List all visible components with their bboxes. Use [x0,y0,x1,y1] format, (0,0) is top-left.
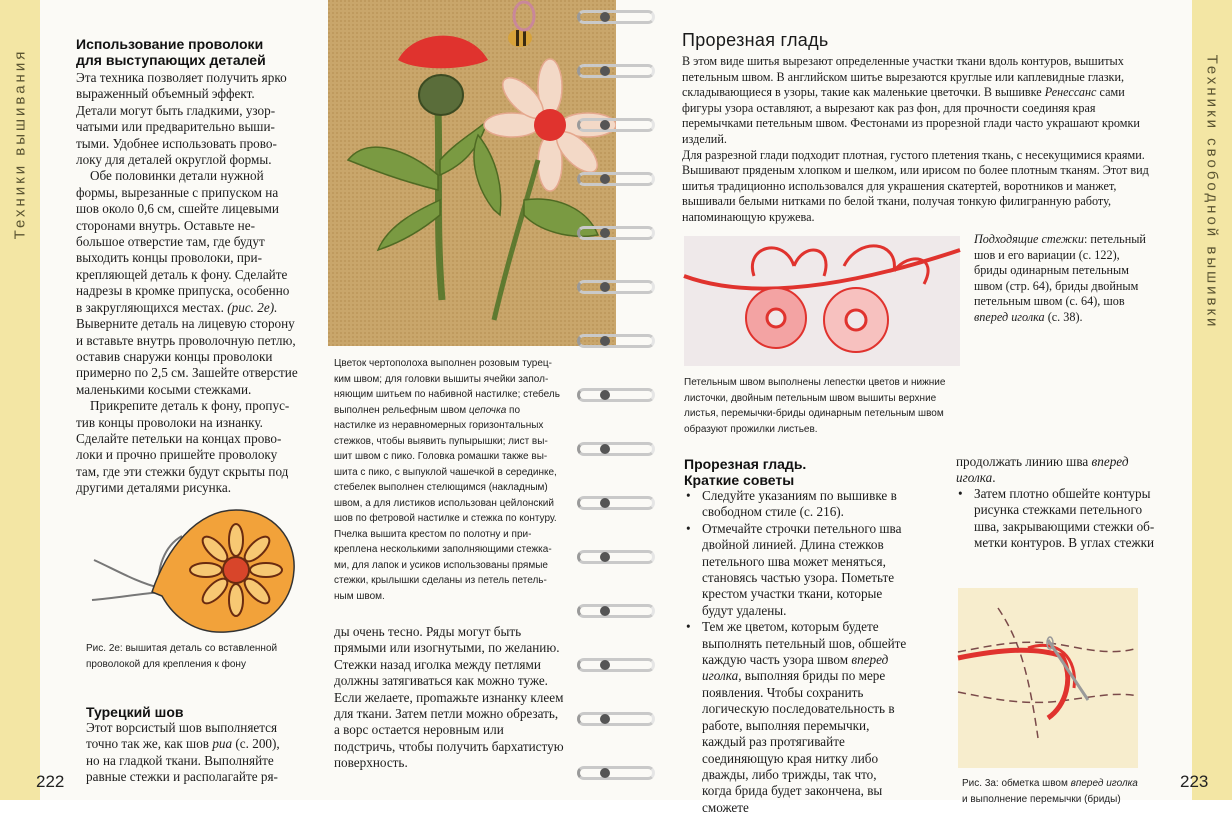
left-page-number: 222 [36,772,65,791]
binding-hole [600,390,610,400]
tips-heading-line1: Прорезная гладь. [684,456,807,472]
binding-ring [577,388,655,402]
left-sidebar-title: Техники вышивания [11,48,29,240]
right-page-number: 223 [1180,772,1209,791]
binding-hole [600,552,610,562]
binding-hole [600,120,610,130]
binding-ring [577,10,655,24]
wire-section-body [76,70,298,496]
wire-section-heading [76,36,301,68]
turkish-stitch-continuation: ды очень тесно. Ряды могут быть прямыми или изогнутыми, по желанию. Стежки назад иголка между петлями должны затягиваться как можно туже. Если желаете, проmажьте изнанку клеем для ткани. Затем петли можно обрезать, а ворс остается неровным или подстричь, чтобы получить бархатистую поверхность. [334,624,564,771]
binding-hole [600,282,610,292]
binding-ring [577,442,655,456]
buttonhole-bar-illustration [958,588,1138,768]
turkish-stitch-body: Этот ворсистый шов выполняется точно так же, как шов риа (с. 200), но на гладкой ткани. Выполняйте равные стежки и располагайте ря- [86,720,280,785]
tips-heading-line2: Краткие советы [684,472,795,488]
tips-heading [684,456,904,488]
suitable-stitches: Подходящие стежки: петельный шов и его вариации (с. 122), бриды одинарным петельным швом (стр. 64), бриды двойным петельным швом (с. 64), шов вперед иголка (с. 38). [974,232,1146,324]
wire-detail-illustration [86,500,306,640]
suitable-stitches-label: Подходящие стежки [974,232,1084,246]
right-page [616,0,1232,815]
binding-hole [600,228,610,238]
binding-hole [600,66,610,76]
wire-paragraph: Обе половинки детали нужной формы, вырезанные с припуском на шов около 0,6 см, сшейте лицевыми сторонами внутрь. Оставьте небольшое отверстие там, где будут выходить концы проволоки, прикрепляющей деталь к фону. Сделайте надрезы в кромке припуска, особенно в закругляющихся местах. (рис. 2е). Выверните деталь на лицевую сторону и вставьте внутрь проволочную петлю, оставив снаружи концы проволоки примерно по 2,5 см. Зашейте отверстие маленькими косыми стежками. [76,168,298,397]
binding-hole [600,714,610,724]
wire-paragraph: Прикрепите деталь к фону, пропустив концы проволоки на изнанку. Сделайте петельки на концах проволоки и прочно пришейте проволоку там, где эти стежки будут скрыты под другими деталями рисунка. [76,398,290,496]
cutwork-intro-paragraph: В этом виде шитья вырезают определенные участки ткани вдоль контуров, вышитых петельным швом. В английском шитье вырезаются круглые или каплевидные глазки, складывающиеся в узоры, такие как маленькие цветочки. В вышивке Ренессанс сами фигуры узора оставляют, а вырезают как раз фон, для прочности соединяя края перемычками петельным швом. Фестонами из прорезной глади часто украшают кромки изделий. [682,54,1140,146]
binding-ring [577,280,655,294]
fig-ref: (рис. 2е). [227,299,278,315]
tips-list-continued [954,486,1166,552]
right-sidebar-title: Техники свободной вышивки [1203,54,1221,330]
wire-heading-line1: Использование проволоки [76,36,264,52]
binding-hole [600,174,610,184]
cutwork-title: Прорезная гладь [682,30,829,50]
binding-ring [577,658,655,672]
binding-hole [600,660,610,670]
cutwork-intro-paragraph: Для разрезной глади подходит плотная, густого плетения ткань, с несекущимися краями. Вышивают пряденым хлопком и шелком, или ирисом по более плотным тканям. Этот вид шитья традиционно использовался для украшения скатертей, воротников и манжет, вышивали белыми нитками по белой ткани, получая тонкую филигранную работу, напоминающую кружева. [682,147,1149,224]
binding-ring [577,334,655,348]
binding-ring [577,172,655,186]
wire-paragraph: Эта техника позволяет получить ярко выраженный объемный эффект. Детали могут быть гладкими, узорчатыми или предварительно вышитыми. Удобнее использовать проволоку для деталей округлой формы. [76,70,287,168]
cutwork-photo-caption: Петельным швом выполнены лепестки цветов и нижние листочки, двойным петельным швом вышиты верхние листья, перемычки-бриды одинарным петельным швом образуют прожилки листьев. [684,377,946,435]
binding-ring [577,550,655,564]
left-page [0,0,616,800]
binding-hole [600,444,610,454]
figure-3a-caption: Рис. 3а: обметка швом вперед иголка и выполнение перемычки (бриды) [962,778,1138,805]
binding-hole [600,768,610,778]
stitch-name-ria: риа [212,736,233,752]
turkish-stitch-heading: Турецкий шов [86,704,184,720]
cutwork-intro [682,54,1166,226]
embroidery-photo-caption: Цветок чертополоха выполнен розовым турецким швом; для головки вышиты ячейки заполняющим шитьем по набивной настилке; стебель выполнен рельефным швом цепочка по настилке из неравномерных горизонтальных стежков, чтобы выявить пупырышки; лист вышит швом с пико. Головка ромашки также вышита с пико, с выпуклой чашечкой в серединке, стебелек выполнен стелющимся (накладным) швом, а для листиков использован цейлонский шов по фетровой настилке и стежка по контуру. Пчелка вышита крестом по полотну и прикреплена несколькими заполняющими стежками, для лапок и усиков использованы прямые стежки, крылышки сделаны из петель петельным швом. [334,358,560,602]
tip-item: • Отмечайте строчки петельного шва двойной линией. Длина стежков петельного шва может меняться, становясь частью узора. Пометьте крестом участки ткани, которые будут удалены. [682,521,908,619]
binding-ring [577,604,655,618]
tips-list [682,488,908,815]
tip-item: • Затем плотно обшейте контуры рисунка стежками петельного шва, закрывающими стежки обметки контуров. В углах стежки [954,486,1166,552]
binding-hole [600,606,610,616]
binding-ring [577,64,655,78]
left-sidebar [0,0,40,800]
binding-hole [600,12,610,22]
binding-hole [600,336,610,346]
figure-2e-caption: Рис. 2е: вышитая деталь со вставленной проволокой для крепления к фону [86,643,278,670]
tip-item: • Тем же цветом, которым будете выполнять петельный шов, обшейте каждую часть узора швом вперед иголка, выполняя бриды по мере появления. Чтобы сохранить логическую последовательность в работе, выполняя перемычки, каждый раз протягивайте соединяющую края нитку либо дважды, либо трижды, так что, когда брида будет закончена, вы сможете [682,619,908,816]
tips-continuation: продолжать линию шва вперед иголка. [956,454,1129,486]
binding-hole [600,498,610,508]
binding-ring [577,712,655,726]
binding-ring [577,766,655,780]
binding-ring [577,118,655,132]
binding-ring [577,226,655,240]
cutwork-photo [684,236,960,366]
wire-heading-line2: для выступающих деталей [76,52,266,68]
tip-item: • Следуйте указаниям по вышивке в свободном стиле (с. 216). [682,488,908,521]
right-sidebar [1192,0,1232,800]
binding-ring [577,496,655,510]
